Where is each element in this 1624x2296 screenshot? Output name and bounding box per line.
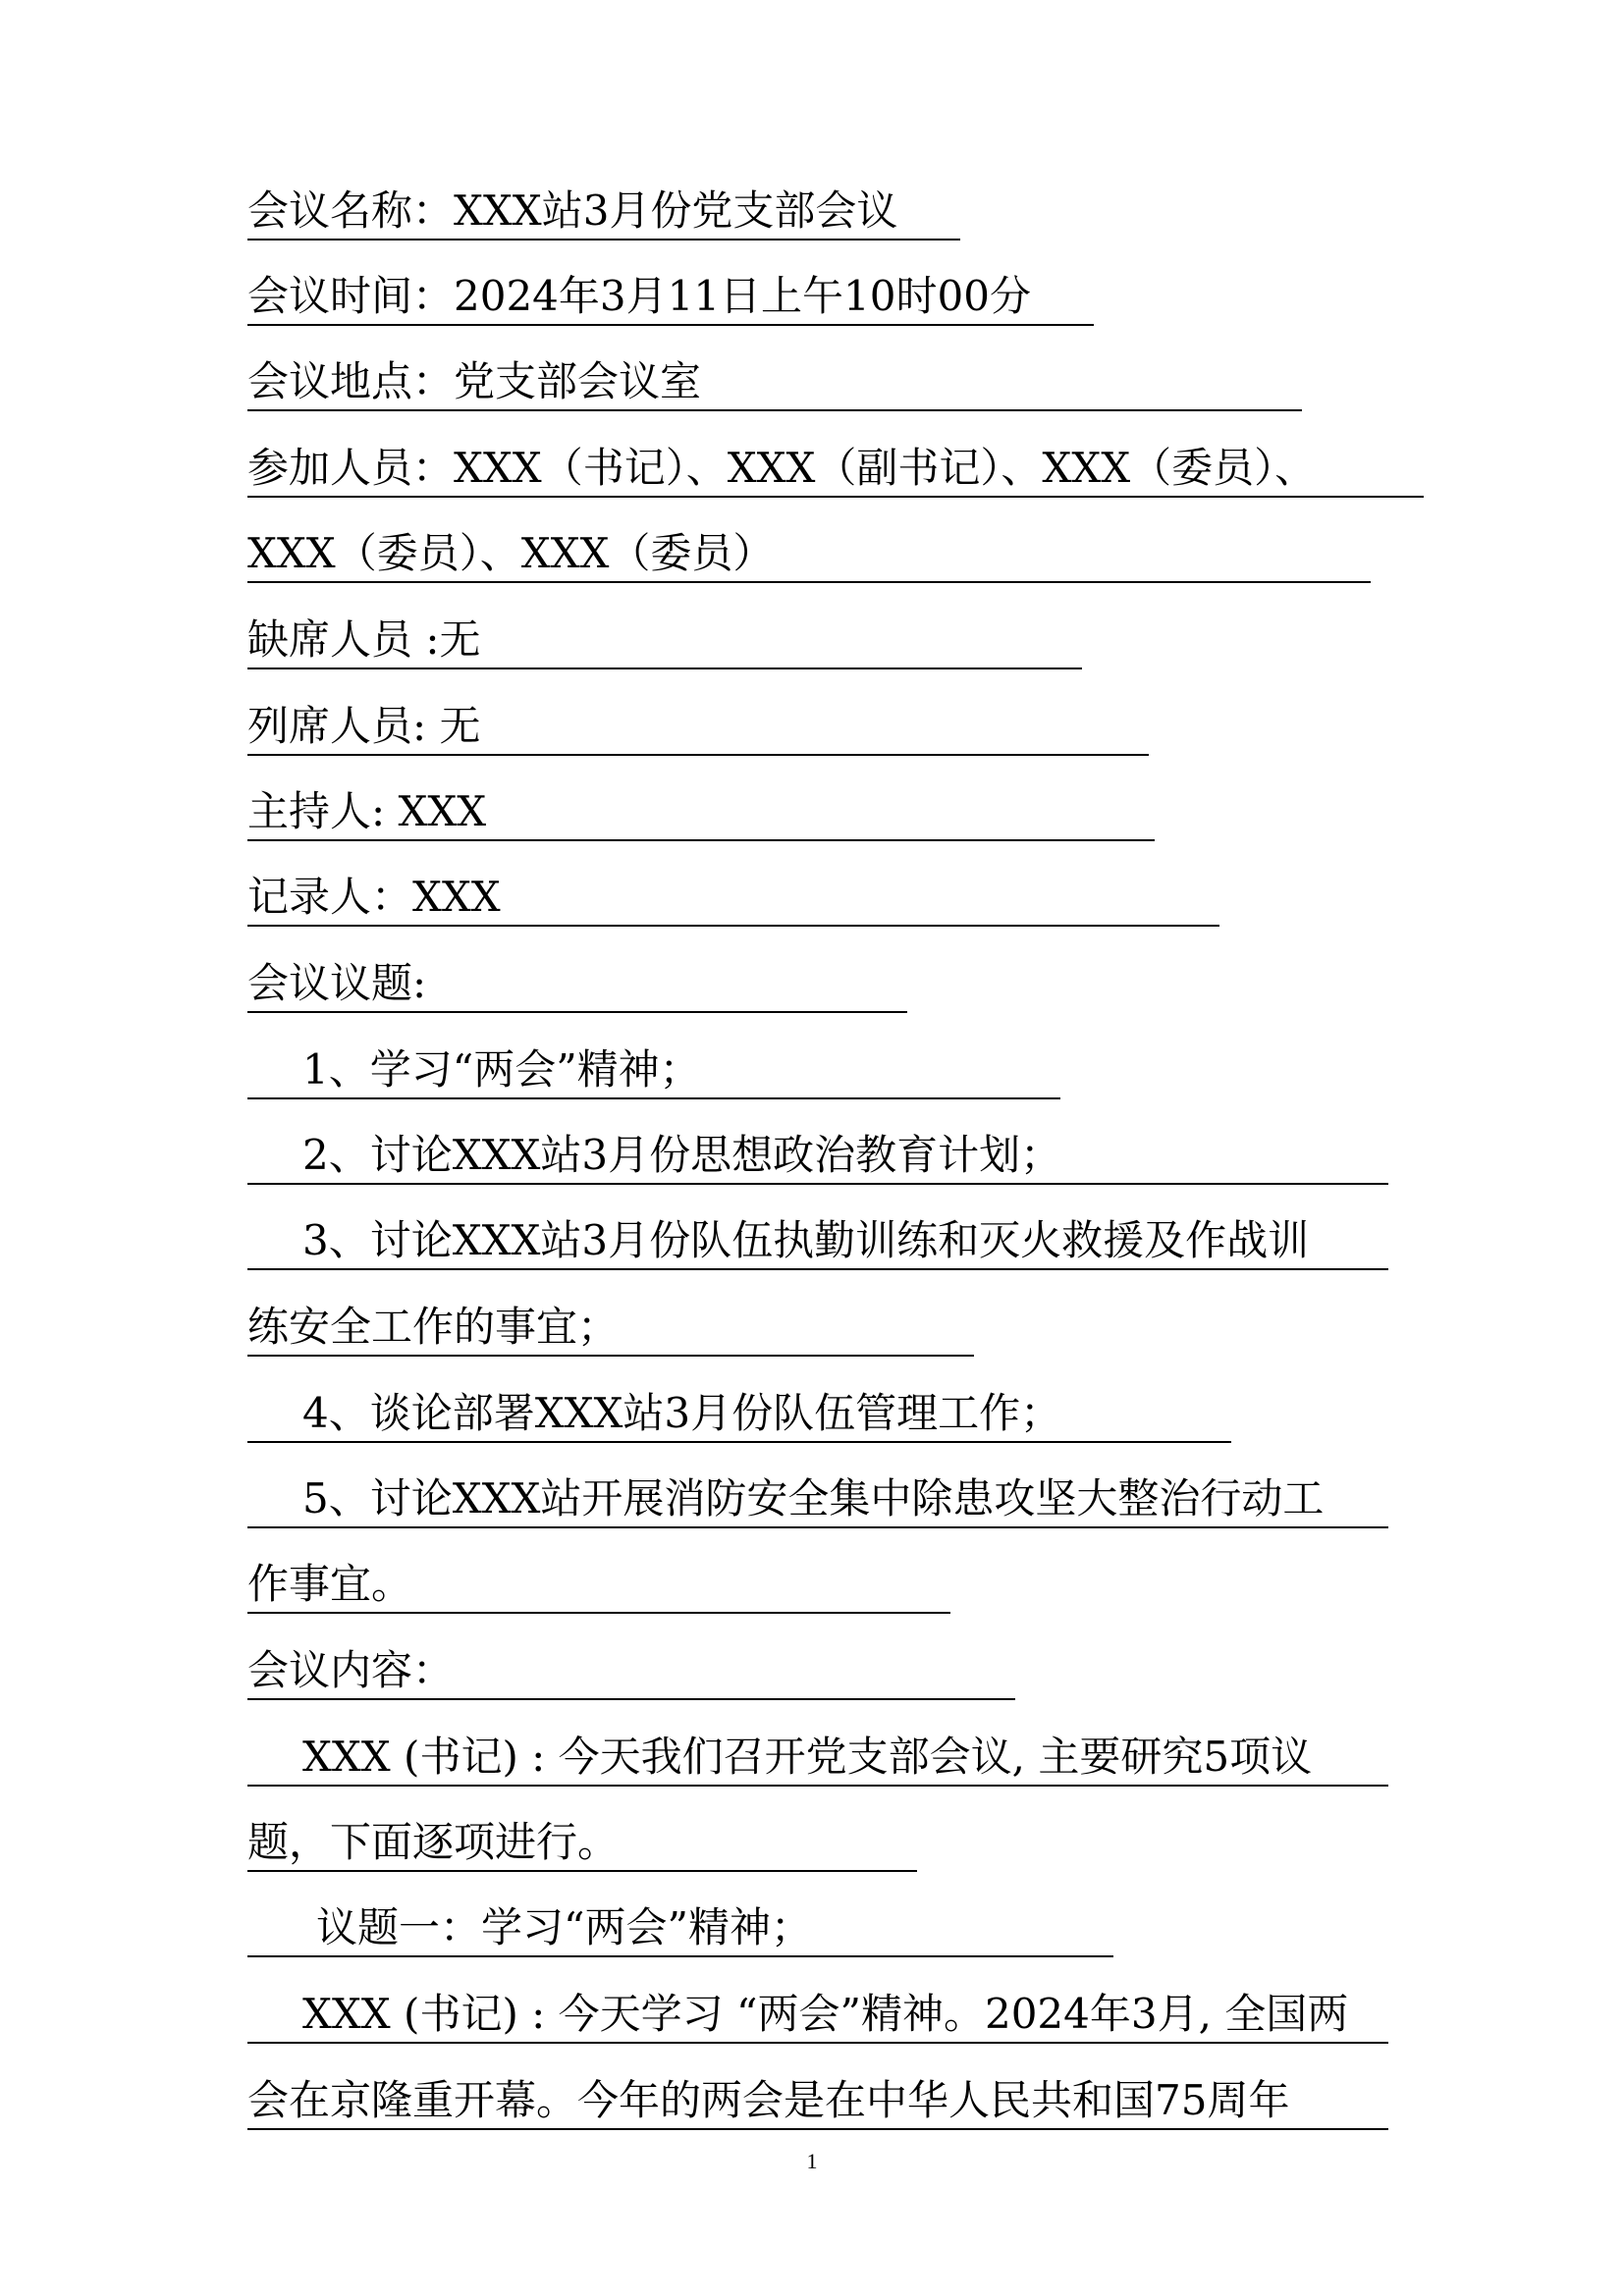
content-paragraph-line: 题，下面逐项进行。 — [247, 1813, 917, 1872]
agenda-item-continued: 作事宜。 — [247, 1555, 950, 1614]
agenda-item: 1、学习“两会”精神； — [247, 1041, 1060, 1099]
agenda-item: 3、讨论XXX站3月份队伍执勤训练和灭火救援及作战训 — [247, 1211, 1388, 1270]
agenda-item: 2、讨论XXX站3月份思想政治教育计划； — [247, 1126, 1388, 1185]
recorder-line: 记录人：XXX — [247, 868, 1219, 927]
agenda-item: 4、谈论部署XXX站3月份队伍管理工作； — [247, 1384, 1231, 1443]
agenda-item-continued: 练安全工作的事宜； — [247, 1298, 974, 1357]
meeting-location-line: 会议地点：党支部会议室 — [247, 352, 1302, 411]
attendees-continued-line: XXX（委员）、XXX（委员） — [247, 524, 1371, 583]
meeting-name-line: 会议名称：XXX站3月份党支部会议 — [247, 182, 960, 240]
content-paragraph-line: 会在京隆重开幕。今年的两会是在中华人民共和国75周年 — [247, 2071, 1388, 2130]
agenda-item: 5、讨论XXX站开展消防安全集中除患攻坚大整治行动工 — [247, 1469, 1388, 1528]
topic-one-heading: 议题一：学习“两会”精神； — [247, 1898, 1113, 1957]
meeting-content-heading: 会议内容： — [247, 1641, 1015, 1700]
host-line: 主持人: XXX — [247, 782, 1155, 841]
content-paragraph-line: XXX (书记) : 今天学习 “两会”精神。2024年3月, 全国两 — [247, 1985, 1388, 2044]
meeting-time-line: 会议时间：2024年3月11日上午10时00分 — [247, 267, 1094, 326]
absent-members-line: 缺席人员 :无 — [247, 611, 1082, 669]
content-paragraph-line: XXX (书记) : 今天我们召开党支部会议, 主要研究5项议 — [247, 1728, 1388, 1787]
observers-line: 列席人员: 无 — [247, 697, 1149, 756]
agenda-heading: 会议议题: — [247, 954, 907, 1013]
page-number: 1 — [806, 2149, 818, 2173]
attendees-line: 参加人员：XXX（书记）、XXX（副书记）、XXX（委员）、 — [247, 439, 1424, 498]
